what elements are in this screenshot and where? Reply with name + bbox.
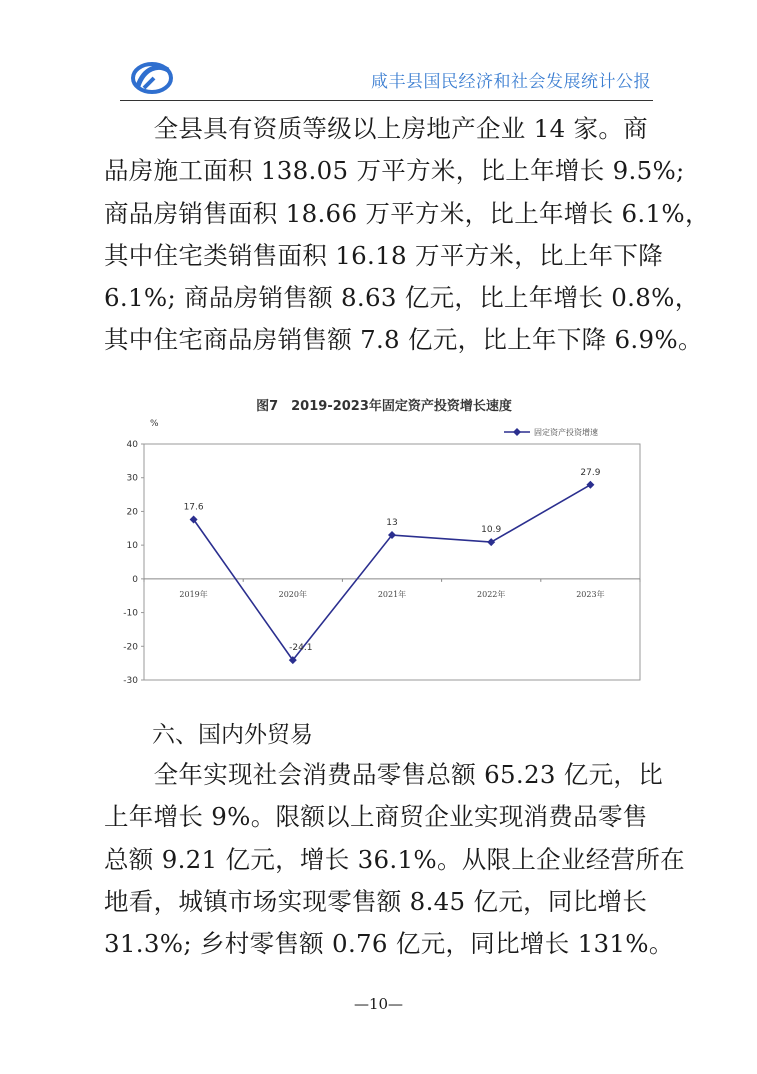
x-tick-label: 2021年: [377, 589, 407, 599]
text-line: 上年增长 9%。限额以上商贸企业实现消费品零售: [104, 802, 648, 832]
plot-area: [144, 444, 640, 680]
data-label: 17.6: [183, 502, 204, 513]
series-line-group: [184, 468, 601, 664]
text-line: 全年实现社会消费品零售总额 65.23 亿元，比: [104, 760, 664, 789]
data-point-marker: [586, 481, 594, 489]
y-axis-unit-label: %: [150, 419, 159, 429]
data-label: -24.1: [289, 643, 313, 654]
text-line: 其中住宅商品房销售额 7.8 亿元，比上年下降 6.9%。: [104, 325, 703, 355]
x-tick-label: 2022年: [477, 589, 506, 599]
data-label: 13: [386, 518, 398, 529]
x-tick-label: 2019年: [179, 589, 208, 599]
paragraph-real-estate: [104, 108, 710, 362]
x-axis-ticks: [144, 579, 640, 599]
text-line: 总额 9.21 亿元，增长 36.1%。从限上企业经营所在: [104, 844, 685, 874]
page-header: [120, 58, 653, 102]
y-tick-label: 10: [126, 541, 138, 552]
y-axis-ticks: [123, 440, 640, 686]
y-tick-label: -30: [123, 676, 138, 686]
header-divider: [120, 100, 653, 101]
chart-title: 图7 2019-2023年固定资产投资增长速度: [256, 399, 512, 414]
y-tick-label: 40: [126, 440, 138, 450]
legend-marker: [513, 428, 521, 436]
text-line: 品房施工面积 138.05 万平方米，比上年增长 9.5%;: [104, 156, 685, 186]
chart-legend: [504, 427, 598, 437]
text-line: 商品房销售面积 18.66 万平方米，比上年增长 6.1%，: [104, 198, 710, 228]
y-tick-label: 0: [132, 574, 138, 585]
text-line: 全县具有资质等级以上房地产企业 14 家。商: [104, 114, 648, 143]
y-tick-label: -20: [123, 642, 138, 653]
header-title: 咸丰县国民经济和社会发展统计公报: [371, 72, 651, 92]
series-line: [194, 485, 591, 660]
y-tick-label: 20: [126, 507, 138, 518]
text-line: 6.1%; 商品房销售额 8.63 亿元，比上年增长 0.8%，: [104, 283, 700, 313]
stats-bureau-logo-icon: [130, 58, 174, 98]
data-label: 10.9: [481, 525, 502, 536]
y-tick-label: 30: [126, 473, 138, 484]
investment-growth-chart: [110, 388, 658, 693]
data-point-marker: [487, 538, 495, 546]
legend-label: 固定资产投资增速: [534, 428, 598, 437]
y-tick-label: -10: [123, 608, 138, 619]
paragraph-trade: [104, 754, 685, 965]
x-tick-label: 2023年: [576, 589, 605, 599]
data-label: 27.9: [580, 467, 601, 478]
x-tick-label: 2020年: [278, 589, 307, 599]
text-line: 地看，城镇市场实现零售额 8.45 亿元，同比增长: [104, 886, 648, 916]
page-number: —10—: [353, 995, 404, 1013]
section-heading: 六、国内外贸易: [152, 722, 313, 748]
text-line: 31.3%; 乡村零售额 0.76 亿元，同比增长 131%。: [104, 929, 674, 959]
text-line: 其中住宅类销售面积 16.18 万平方米，比上年下降: [104, 240, 664, 270]
